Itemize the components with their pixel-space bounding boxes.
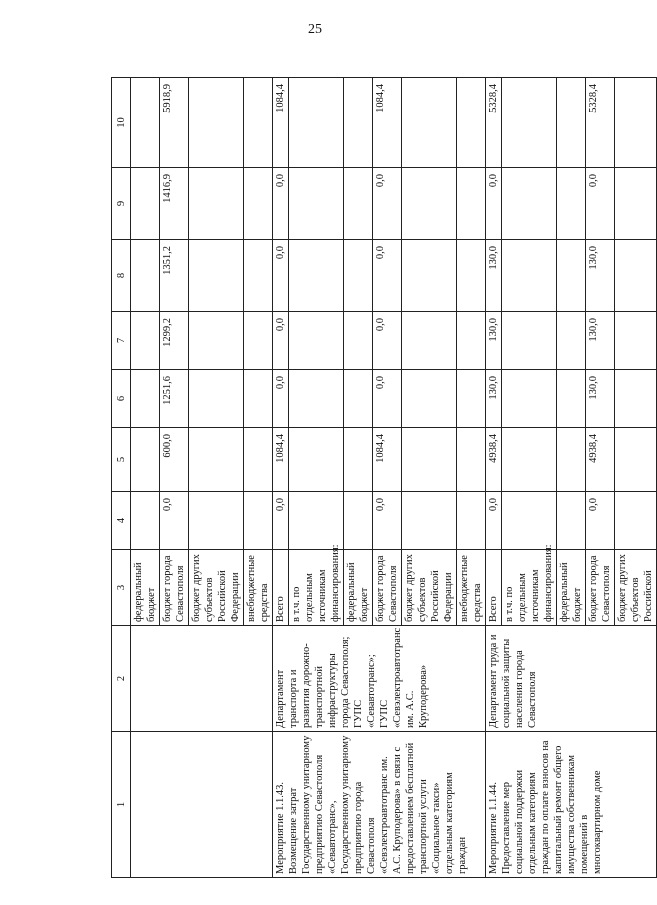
value-cell [502,168,557,240]
value-cell [189,370,244,428]
value-cell [457,168,486,240]
value-cell [557,370,586,428]
source-label: федеральный бюджет [131,550,160,626]
value-cell [289,370,344,428]
value-cell [244,492,273,550]
value-cell: 0,0 [273,370,289,428]
column-header: 4 [112,492,131,550]
value-cell [344,168,373,240]
source-label: бюджет города Севастополя [373,550,402,626]
value-cell [402,370,457,428]
value-cell [457,240,486,312]
rotated-table-container [111,78,654,878]
value-cell: 0,0 [273,312,289,370]
value-cell: 0,0 [273,240,289,312]
value-cell [344,370,373,428]
value-cell: 1084,4 [273,428,289,492]
value-cell: 130,0 [486,312,502,370]
value-cell [244,370,273,428]
value-cell: 1084,4 [373,428,402,492]
value-cell [131,370,160,428]
value-cell [615,428,657,492]
column-header: 1 [112,732,131,878]
value-cell: 5328,4 [486,78,502,168]
source-label: бюджет других субъектов Российской Федерации [189,550,244,626]
value-cell [289,78,344,168]
value-cell [557,428,586,492]
table-body [131,78,657,878]
value-cell [502,370,557,428]
value-cell [402,168,457,240]
value-cell [502,312,557,370]
value-cell: 1251,6 [160,370,189,428]
value-cell [131,168,160,240]
value-cell: 4938,4 [586,428,615,492]
value-cell [402,428,457,492]
table-row [486,78,502,878]
source-label: Всего [273,550,289,626]
value-cell [457,428,486,492]
value-cell [557,312,586,370]
value-cell: 5918,9 [160,78,189,168]
value-cell [189,312,244,370]
value-cell: 0,0 [373,492,402,550]
value-cell: 130,0 [586,312,615,370]
value-cell [615,240,657,312]
value-cell [189,428,244,492]
value-cell [502,492,557,550]
value-cell [402,240,457,312]
column-header: 9 [112,168,131,240]
source-label: в т.ч. по отдельным источникам финансирования: [289,550,344,626]
column-header: 3 [112,550,131,626]
value-cell: 1416,9 [160,168,189,240]
budget-table [111,77,657,878]
value-cell [615,370,657,428]
value-cell [457,312,486,370]
value-cell: 1084,4 [373,78,402,168]
value-cell [457,492,486,550]
value-cell: 0,0 [486,492,502,550]
column-header: 8 [112,240,131,312]
measure-cell-continued [131,732,273,878]
value-cell [615,492,657,550]
value-cell [502,78,557,168]
value-cell: 0,0 [486,168,502,240]
measure-cell: Мероприятие 1.1.43. Возмещение затрат Государственному унитарному предприятию Севастополя «Севавтотранс», Государственному унитарному предприятию города Севастополя «Севэлектроавтотранс им. А.С. Круподерова» в связи с предоставлением бесплатной транспортной услуги «Социальное такси» отдельным категориям граждан [273,732,486,878]
value-cell [189,168,244,240]
value-cell [244,312,273,370]
value-cell: 0,0 [586,492,615,550]
value-cell [244,240,273,312]
value-cell [402,492,457,550]
value-cell [615,78,657,168]
page-number: 25 [308,22,322,37]
value-cell: 0,0 [373,168,402,240]
column-header: 6 [112,370,131,428]
value-cell [344,240,373,312]
value-cell: 1299,2 [160,312,189,370]
value-cell [557,240,586,312]
value-cell: 1084,4 [273,78,289,168]
table-row [273,78,289,878]
source-label: Всего [486,550,502,626]
value-cell [344,492,373,550]
executor-cell: Департамент труда и социальной защиты населения города Севастополя [486,626,657,732]
value-cell [189,240,244,312]
value-cell [131,312,160,370]
executor-cell-continued [131,626,273,732]
value-cell [402,312,457,370]
value-cell [344,312,373,370]
value-cell: 0,0 [273,168,289,240]
value-cell: 4938,4 [486,428,502,492]
value-cell [457,78,486,168]
source-label: в т.ч. по отдельным источникам финансирования: [502,550,557,626]
value-cell [615,312,657,370]
value-cell [244,428,273,492]
value-cell [557,78,586,168]
value-cell: 0,0 [373,312,402,370]
source-label: внебюджетные средства [244,550,273,626]
value-cell [131,240,160,312]
value-cell [289,428,344,492]
value-cell: 130,0 [486,370,502,428]
value-cell [131,492,160,550]
value-cell [557,168,586,240]
value-cell [131,428,160,492]
value-cell [344,78,373,168]
value-cell [244,168,273,240]
value-cell [402,78,457,168]
value-cell [244,78,273,168]
value-cell: 1351,2 [160,240,189,312]
value-cell: 0,0 [373,370,402,428]
value-cell [189,78,244,168]
value-cell: 5328,4 [586,78,615,168]
value-cell [457,370,486,428]
executor-cell: Департамент транспорта и развития дорожно-транспортной инфраструктуры города Севастополя; ГУПС «Севавтотранс»; ГУПС «Севэлектроавтотранс им. А.С. Круподерова» [273,626,486,732]
value-cell [502,240,557,312]
value-cell [189,492,244,550]
value-cell: 0,0 [586,168,615,240]
value-cell [289,168,344,240]
source-label: бюджет других субъектов Российской [615,550,657,626]
source-label: бюджет других субъектов Российской Федерации [402,550,457,626]
source-label: федеральный бюджет [344,550,373,626]
source-label: бюджет города Севастополя [160,550,189,626]
value-cell: 130,0 [486,240,502,312]
value-cell [289,492,344,550]
value-cell: 0,0 [160,492,189,550]
value-cell [344,428,373,492]
source-label: бюджет города Севастополя [586,550,615,626]
header-row [112,78,131,878]
value-cell: 0,0 [273,492,289,550]
column-header: 2 [112,626,131,732]
value-cell: 0,0 [373,240,402,312]
value-cell: 600,0 [160,428,189,492]
column-header: 10 [112,78,131,168]
column-header: 5 [112,428,131,492]
value-cell [615,168,657,240]
value-cell [289,312,344,370]
value-cell [289,240,344,312]
value-cell [557,492,586,550]
source-label: федеральный бюджет [557,550,586,626]
table-row [131,78,160,878]
value-cell [131,78,160,168]
source-label: внебюджетные средства [457,550,486,626]
measure-cell: Мероприятие 1.1.44. Предоставление мер социальной поддержки отдельным категориям граждан по оплате взносов на капитальный ремонт общего имущества собственникам помещений в многоквартирном доме [486,732,657,878]
value-cell: 130,0 [586,240,615,312]
value-cell [502,428,557,492]
column-header: 7 [112,312,131,370]
value-cell: 130,0 [586,370,615,428]
